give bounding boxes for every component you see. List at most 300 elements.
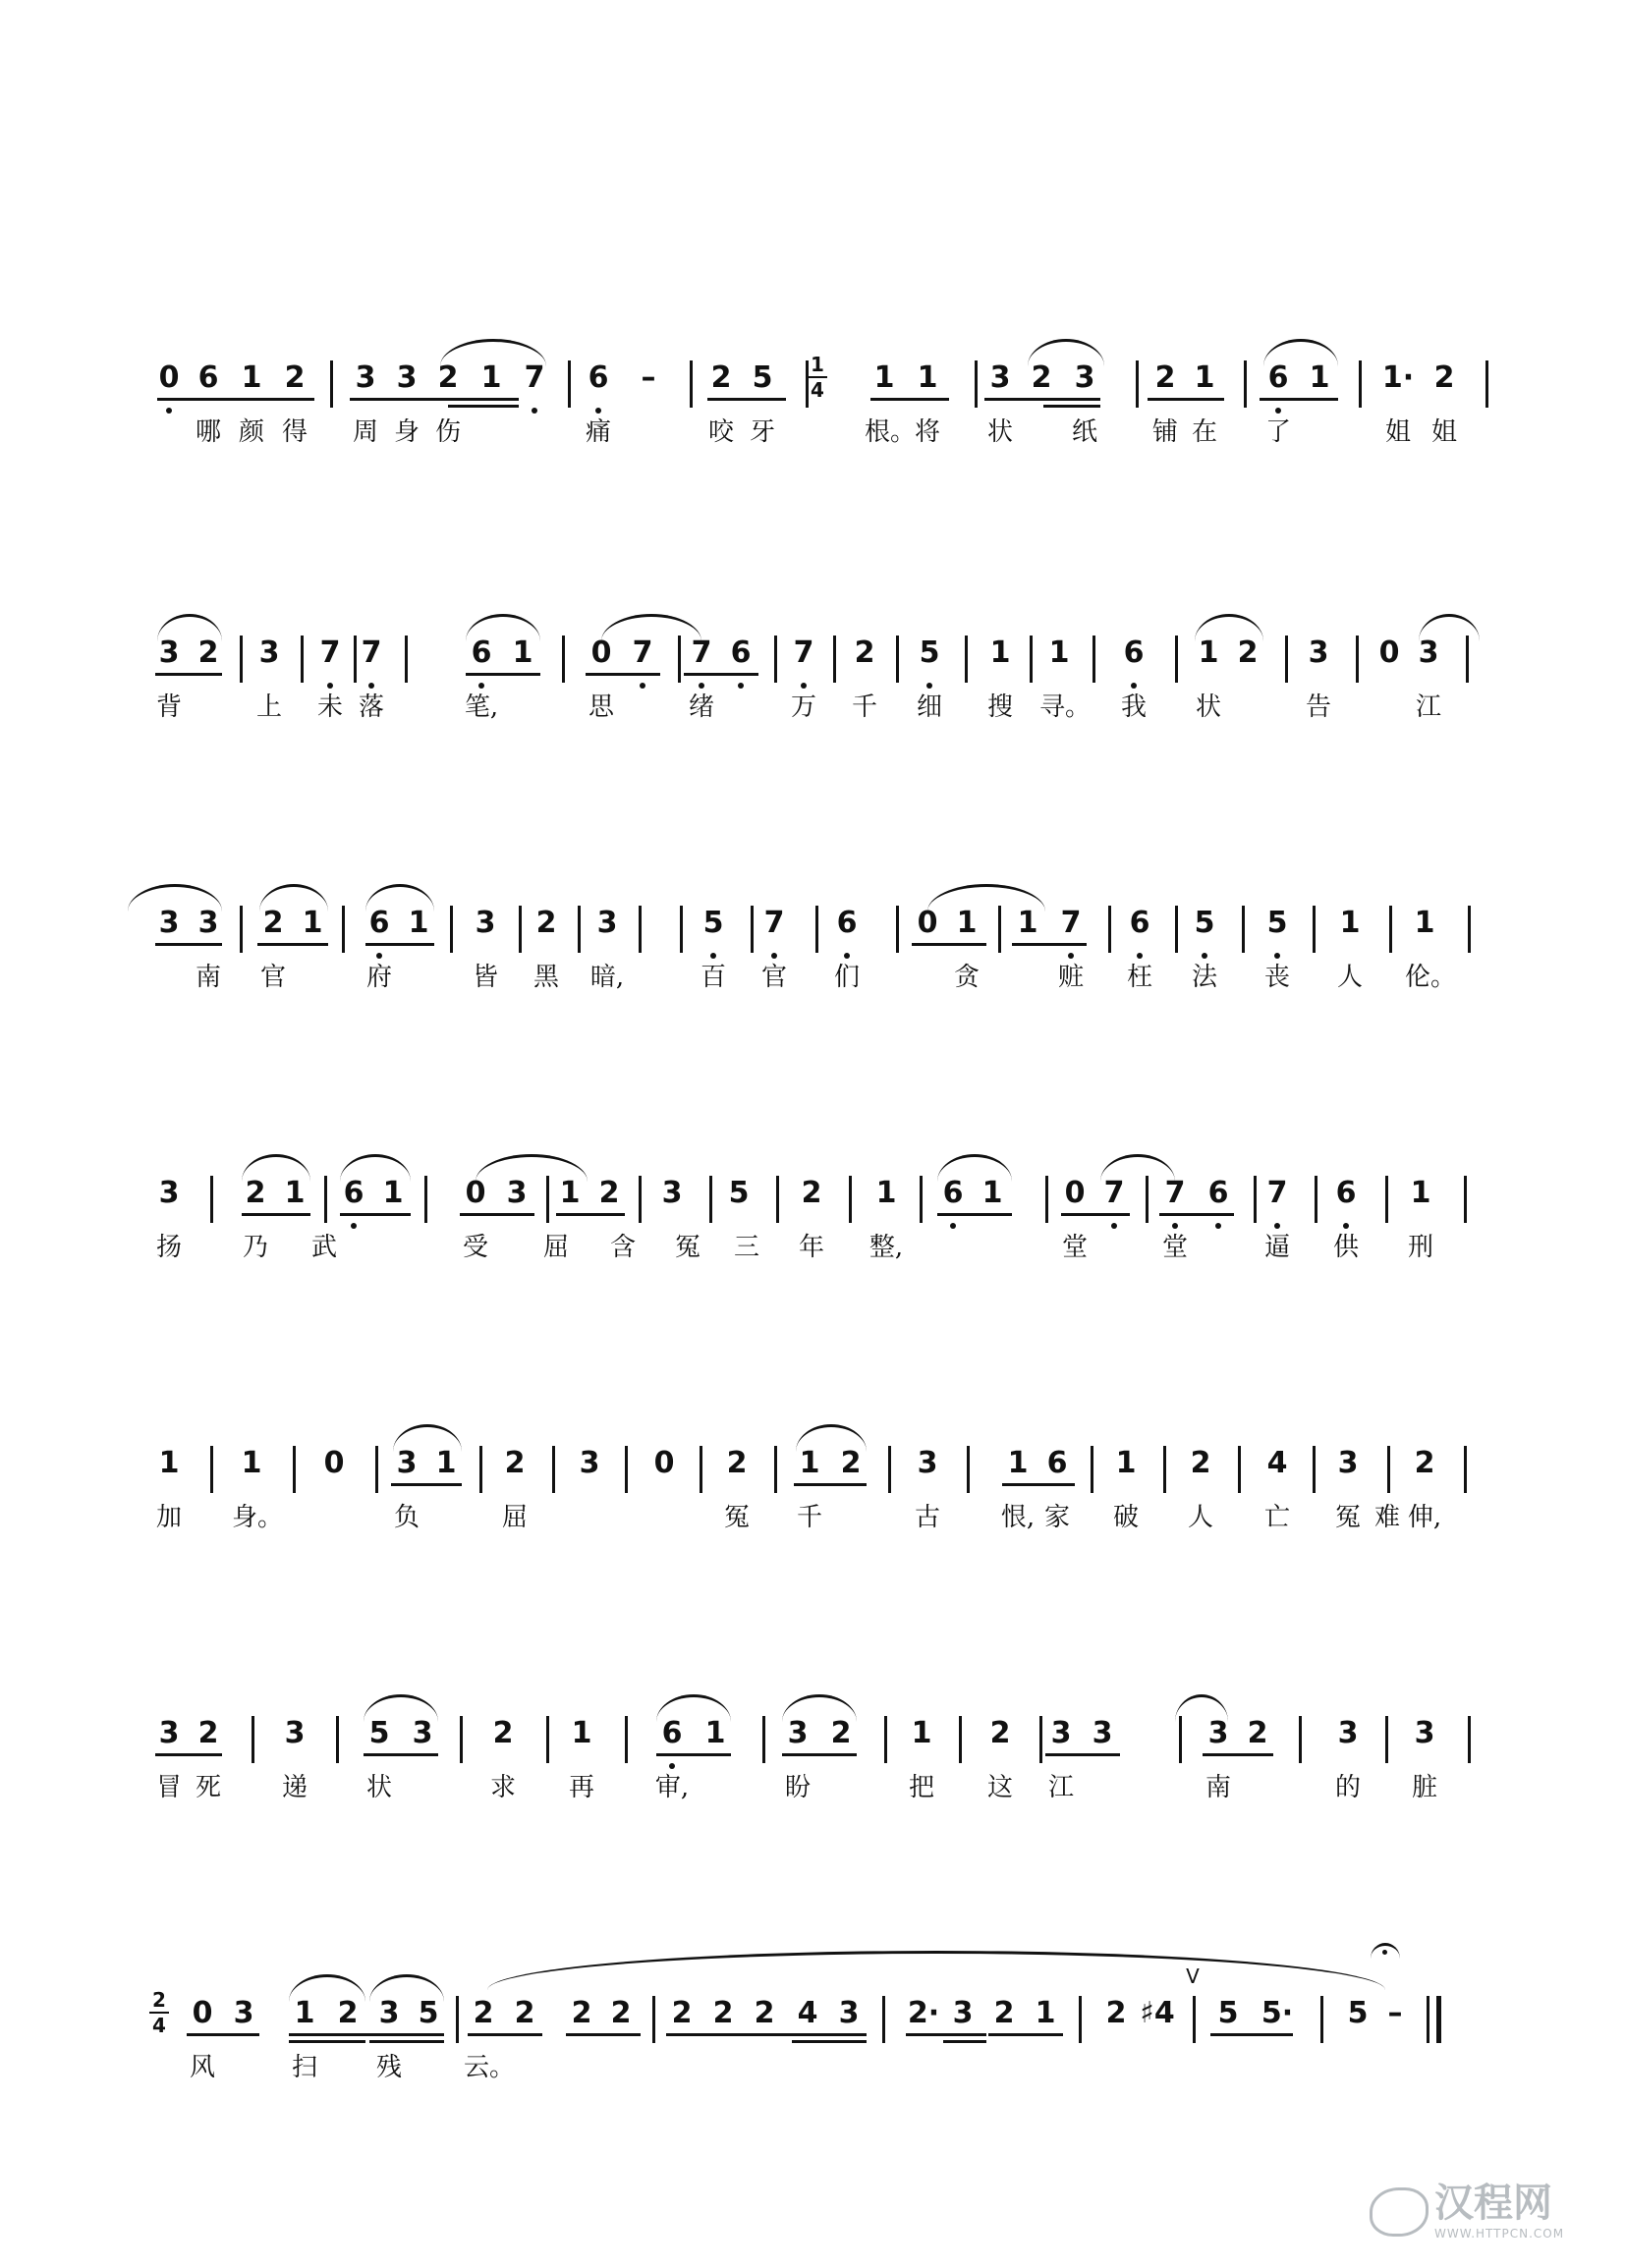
score-system-4: [0, 1174, 1625, 1410]
note: 2: [504, 1446, 526, 1480]
lyric-syllable: 们: [833, 963, 860, 992]
note: 2: [437, 360, 459, 395]
time-signature-bottom: 4: [152, 2014, 166, 2037]
note: 1: [571, 1716, 592, 1750]
note: 2: [571, 1996, 592, 2030]
note: 3: [396, 1446, 418, 1480]
lyric-syllable: 千: [796, 1503, 822, 1532]
note: 2: [712, 1996, 734, 2030]
note: 6: [827, 904, 867, 943]
note: 2: [535, 906, 557, 940]
lyric-syllable: 冤: [723, 1503, 750, 1532]
barline: [460, 1716, 463, 1763]
lyric-syllable: 难: [1373, 1503, 1400, 1532]
lyric-syllable: 伸,: [1407, 1503, 1442, 1532]
barline: [680, 906, 683, 953]
slur: [259, 884, 328, 912]
duration-underline: [912, 943, 986, 946]
note: 6: [1120, 904, 1159, 943]
barline: [1136, 360, 1139, 408]
score-system-6: [0, 1714, 1625, 1950]
lyric-syllable: 牙: [749, 417, 775, 447]
barline: [336, 1716, 339, 1763]
note: 7: [682, 634, 721, 673]
note: 1: [799, 1446, 820, 1480]
slur: [157, 614, 222, 641]
barline: [639, 1176, 642, 1223]
lyric-syllable: 落: [358, 692, 384, 722]
note: 1: [408, 906, 429, 940]
duration-underline: [1203, 1753, 1273, 1756]
lyric-syllable: 姐: [1384, 417, 1411, 447]
lyric-syllable: 恨,: [1000, 1503, 1036, 1532]
note: 6: [360, 904, 399, 943]
note: 5: [1185, 904, 1224, 943]
note: 2: [671, 1996, 693, 2030]
slur: [782, 1694, 857, 1722]
time-signature-bottom: 4: [811, 378, 824, 402]
barline: [405, 636, 408, 683]
barline: [1387, 1446, 1390, 1493]
note: 2: [492, 1716, 514, 1750]
time-signature: [145, 1988, 173, 2037]
barline: [1045, 1176, 1048, 1223]
note: 2: [610, 1996, 632, 2030]
duration-underline: [242, 1213, 310, 1216]
note: 2: [854, 636, 875, 670]
duration-underline-double: [792, 2040, 867, 2043]
note: 7: [515, 359, 554, 398]
lyric-syllable: 官: [259, 963, 286, 992]
lyric-syllable: 根。: [865, 417, 917, 447]
note: 7: [1155, 1174, 1195, 1213]
barline: [1030, 636, 1033, 683]
note: 1: [435, 1446, 457, 1480]
barline: [967, 1446, 970, 1493]
barline: [849, 1176, 852, 1223]
note: 6: [1199, 1174, 1238, 1213]
note: 1: [956, 906, 978, 940]
note: 3: [917, 1446, 938, 1480]
lyric-syllable: 百: [700, 963, 726, 992]
lyric-syllable: 人: [1187, 1503, 1213, 1532]
barline: [1091, 1446, 1093, 1493]
barline: [1359, 360, 1362, 408]
barline: [690, 360, 693, 408]
barline: [240, 906, 243, 953]
lyric-syllable: 江: [1415, 692, 1441, 722]
barline: [709, 1176, 712, 1223]
lyric-row: [0, 1228, 1625, 1267]
lyric-syllable: 堂: [1061, 1233, 1088, 1262]
duration-underline: [794, 1483, 867, 1486]
barline: [815, 906, 818, 953]
note: 3: [506, 1176, 528, 1210]
lyric-syllable: 细: [916, 692, 942, 722]
lyric-syllable: 云。: [464, 2053, 516, 2082]
note: 3: [284, 1716, 306, 1750]
slur: [369, 1974, 444, 2002]
barline: [1079, 1996, 1082, 2043]
note: 6: [652, 1714, 692, 1753]
barline: [652, 1996, 655, 2043]
note: 1: [294, 1996, 315, 2030]
note: 7: [784, 634, 823, 673]
duration-underline: [906, 2033, 986, 2036]
barline: [210, 1446, 213, 1493]
lyric-syllable: 含: [609, 1233, 636, 1262]
duration-underline: [289, 2033, 444, 2036]
note: 2: [337, 1996, 359, 2030]
note: –: [641, 360, 656, 395]
duration-underline: [870, 398, 949, 401]
barline: [456, 1996, 459, 2043]
lyric-syllable: 武: [310, 1233, 337, 1262]
score-system-3: [0, 904, 1625, 1139]
lyric-syllable: 屈: [542, 1233, 569, 1262]
note: 0: [1378, 636, 1400, 670]
note: 3: [1050, 1716, 1072, 1750]
lyric-syllable: 法: [1191, 963, 1217, 992]
note: 3: [396, 360, 418, 395]
note: 3: [158, 1176, 180, 1210]
barline: [546, 1716, 549, 1763]
note: 3: [1074, 360, 1095, 395]
lyric-syllable: 痛: [585, 417, 611, 447]
lyric-syllable: 身: [393, 417, 420, 447]
lyric-syllable: 脏: [1411, 1773, 1437, 1802]
note: 2: [1105, 1996, 1127, 2030]
lyric-syllable: 府: [365, 963, 392, 992]
barline: [888, 1446, 891, 1493]
lyric-syllable: 搜: [986, 692, 1013, 722]
note: 3: [1337, 1716, 1359, 1750]
note: 2: [830, 1716, 852, 1750]
note: 5: [910, 634, 949, 673]
note: 5: [418, 1996, 439, 2030]
note: 3: [158, 1716, 180, 1750]
duration-underline: [566, 2033, 641, 2036]
note: 0: [192, 1996, 213, 2030]
barline: [568, 360, 571, 408]
note: 7: [1094, 1174, 1134, 1213]
lyric-syllable: 了: [1264, 417, 1291, 447]
note: 0: [323, 1446, 345, 1480]
barline: [1468, 1716, 1471, 1763]
lyric-syllable: 咬: [707, 417, 734, 447]
lyric-syllable: 冤: [674, 1233, 700, 1262]
barline: [1356, 636, 1359, 683]
lyric-syllable: 未: [316, 692, 343, 722]
lyric-syllable: 在: [1191, 417, 1217, 447]
barline: [324, 1176, 327, 1223]
slur: [1175, 1694, 1228, 1722]
lyric-syllable: 黑: [532, 963, 559, 992]
lyric-syllable: 颜: [238, 417, 264, 447]
lyric-syllable: 乃: [242, 1233, 268, 1262]
note: 2: [801, 1176, 822, 1210]
note: 1: [241, 360, 262, 395]
note: 3: [579, 1446, 600, 1480]
note: 6: [334, 1174, 373, 1213]
lyric-syllable: 人: [1336, 963, 1363, 992]
note: 3: [661, 1176, 683, 1210]
note: 6: [1326, 1174, 1366, 1213]
note: 3: [378, 1996, 400, 2030]
barline: [1163, 1446, 1166, 1493]
slur: [796, 1424, 867, 1452]
note: 4: [1266, 1446, 1288, 1480]
barline: [342, 906, 345, 953]
barline: [1244, 360, 1247, 408]
note: 3: [952, 1996, 974, 2030]
note: 3: [1418, 636, 1439, 670]
lyric-syllable: 供: [1332, 1233, 1359, 1262]
duration-underline: [157, 398, 314, 401]
note: 6: [1114, 634, 1153, 673]
lyric-syllable: 身。: [232, 1503, 284, 1532]
note: 7: [755, 904, 794, 943]
note: 1: [704, 1716, 726, 1750]
note: 1: [1017, 906, 1038, 940]
barline: [1254, 1176, 1257, 1223]
lyric-row: [0, 958, 1625, 997]
barline: [546, 1176, 549, 1223]
lyric-syllable: 死: [195, 1773, 221, 1802]
lyric-syllable: 这: [986, 1773, 1013, 1802]
barline: [578, 906, 581, 953]
barline: [252, 1716, 254, 1763]
note: 1: [1410, 1176, 1431, 1210]
lyric-syllable: 寻。: [1039, 692, 1092, 722]
barline: [625, 1446, 628, 1493]
barline: [519, 906, 522, 953]
lyric-row: [0, 2048, 1625, 2087]
watermark-subtext: WWW.HTTPCN.COM: [1434, 2227, 1565, 2240]
note: 2: [473, 1996, 494, 2030]
duration-underline: [586, 673, 660, 676]
barline: [1193, 1996, 1196, 2043]
lyric-syllable: 年: [798, 1233, 824, 1262]
note: 3: [1308, 636, 1329, 670]
duration-underline: [1210, 2033, 1293, 2036]
note: 2: [993, 1996, 1015, 2030]
barline: [1238, 1446, 1241, 1493]
duration-underline: [1045, 1753, 1120, 1756]
note: 3: [158, 636, 180, 670]
note: 7: [1258, 1174, 1297, 1213]
lyric-syllable: 家: [1043, 1503, 1070, 1532]
time-signature-top: 1: [811, 353, 824, 376]
lyric-syllable: 绪: [688, 692, 714, 722]
note: 0: [465, 1176, 486, 1210]
slur: [1100, 1154, 1175, 1182]
barline: [1313, 1446, 1316, 1493]
note: 1: [1414, 906, 1435, 940]
duration-underline: [656, 1753, 731, 1756]
lyric-syllable: 暗,: [589, 963, 625, 992]
slur: [601, 614, 701, 641]
barline: [552, 1446, 555, 1493]
duration-underline: [365, 943, 434, 946]
note: 2: [726, 1446, 748, 1480]
lyric-syllable: 江: [1047, 1773, 1074, 1802]
lyric-syllable: 上: [255, 692, 282, 722]
lyric-syllable: 递: [281, 1773, 308, 1802]
note: 0: [590, 636, 612, 670]
barline: [1285, 636, 1288, 683]
note: 3: [1092, 1716, 1113, 1750]
barline: [774, 1446, 777, 1493]
note: 0: [1064, 1176, 1086, 1210]
lyric-syllable: 的: [1334, 1773, 1361, 1802]
final-barline-thin: [1427, 1996, 1429, 2043]
barline: [776, 1176, 779, 1223]
barline: [1466, 636, 1469, 683]
barline: [774, 636, 777, 683]
duration-underline: [1002, 1483, 1075, 1486]
lyric-syllable: 赃: [1057, 963, 1084, 992]
lyric-syllable: 我: [1120, 692, 1147, 722]
duration-underline: [155, 943, 222, 946]
duration-underline: [466, 673, 540, 676]
barline: [1315, 1176, 1317, 1223]
duration-underline: [257, 943, 328, 946]
lyric-syllable: 求: [489, 1773, 516, 1802]
note: 2: [710, 360, 732, 395]
slur: [1028, 339, 1104, 366]
barline: [1436, 1996, 1441, 2043]
duration-underline: [988, 2033, 1063, 2036]
lyric-syllable: 南: [1205, 1773, 1231, 1802]
duration-underline: [468, 2033, 542, 2036]
duration-underline: [666, 2033, 867, 2036]
slur: [1419, 614, 1480, 641]
note: 5: [728, 1176, 750, 1210]
duration-underline: [556, 1213, 625, 1216]
barline: [1175, 906, 1178, 953]
barline: [301, 636, 304, 683]
lyric-syllable: 状: [986, 417, 1013, 447]
barline: [625, 1716, 628, 1763]
lyric-syllable: 残: [375, 2053, 402, 2082]
note: 5: [752, 360, 773, 395]
note: 6: [721, 634, 760, 673]
note: 7: [1051, 904, 1091, 943]
barline: [1389, 906, 1392, 953]
barline: [1385, 1176, 1388, 1223]
lyric-syllable: 盼: [784, 1773, 811, 1802]
note: 3: [838, 1996, 860, 2030]
note: 1: [241, 1446, 262, 1480]
barline: [562, 636, 565, 683]
slur: [440, 339, 546, 366]
barline: [1242, 906, 1245, 953]
note: 3: [1207, 1716, 1229, 1750]
note: 1: [382, 1176, 404, 1210]
lyric-syllable: 风: [189, 2053, 215, 2082]
lyric-syllable: 纸: [1071, 417, 1097, 447]
lyric-syllable: 思: [588, 692, 614, 722]
note: 3: [989, 360, 1011, 395]
barline: [1175, 636, 1178, 683]
barline: [1468, 906, 1471, 953]
lyric-syllable: 丧: [1263, 963, 1290, 992]
barline: [896, 906, 899, 953]
note: 4: [797, 1996, 818, 2030]
lyric-syllable: 将: [914, 417, 940, 447]
note: 5: [1258, 904, 1297, 943]
lyric-row: [0, 1498, 1625, 1537]
breath-mark: V: [1186, 1964, 1200, 1988]
lyric-syllable: 铺: [1151, 417, 1178, 447]
barline: [1146, 1176, 1149, 1223]
note: 3: [233, 1996, 254, 2030]
note: 1: [911, 1716, 932, 1750]
duration-underline: [340, 1213, 411, 1216]
note: 3: [158, 906, 180, 940]
lyric-syllable: 万: [790, 692, 816, 722]
barline: [1385, 1716, 1388, 1763]
note: 1: [1309, 360, 1330, 395]
slur: [927, 884, 1045, 912]
slur: [466, 614, 540, 641]
lyric-syllable: 亡: [1263, 1503, 1290, 1532]
note: 2: [1031, 360, 1052, 395]
note: 2: [754, 1996, 775, 2030]
note: 3: [787, 1716, 809, 1750]
barline: [700, 1446, 702, 1493]
duration-underline: [350, 398, 519, 401]
lyric-syllable: 再: [568, 1773, 594, 1802]
note: 2: [989, 1716, 1011, 1750]
barline: [450, 906, 453, 953]
note: 1: [1198, 636, 1219, 670]
lyric-syllable: 审,: [654, 1773, 690, 1802]
duration-underline-double: [289, 2040, 365, 2043]
note: 2: [1237, 636, 1259, 670]
note: 2: [1154, 360, 1176, 395]
barline: [1464, 1446, 1467, 1493]
barline: [762, 1716, 765, 1763]
slur: [340, 1154, 411, 1182]
barline: [920, 1176, 923, 1223]
slur: [364, 1694, 438, 1722]
lyric-syllable: 破: [1112, 1503, 1139, 1532]
note: 1: [1007, 1446, 1029, 1480]
note: 1: [302, 906, 323, 940]
note: 1: [989, 636, 1011, 670]
slur: [487, 1951, 1385, 1990]
note: 2: [598, 1176, 620, 1210]
barline: [293, 1446, 296, 1493]
lyric-syllable: 笔,: [464, 692, 499, 722]
note: 7: [623, 634, 662, 673]
note: 3: [412, 1716, 433, 1750]
lyric-syllable: 刑: [1407, 1233, 1433, 1262]
note: 1: [981, 1176, 1003, 1210]
note: –: [1387, 1996, 1403, 2030]
duration-underline: [155, 1753, 222, 1756]
lyric-row: [0, 1768, 1625, 1807]
lyric-syllable: 贪: [953, 963, 980, 992]
slur: [1195, 614, 1263, 641]
lyric-syllable: 皆: [472, 963, 498, 992]
time-signature-top: 2: [152, 1988, 166, 2012]
note: 3: [596, 906, 618, 940]
note: 1: [480, 360, 502, 395]
note: 0: [917, 906, 938, 940]
